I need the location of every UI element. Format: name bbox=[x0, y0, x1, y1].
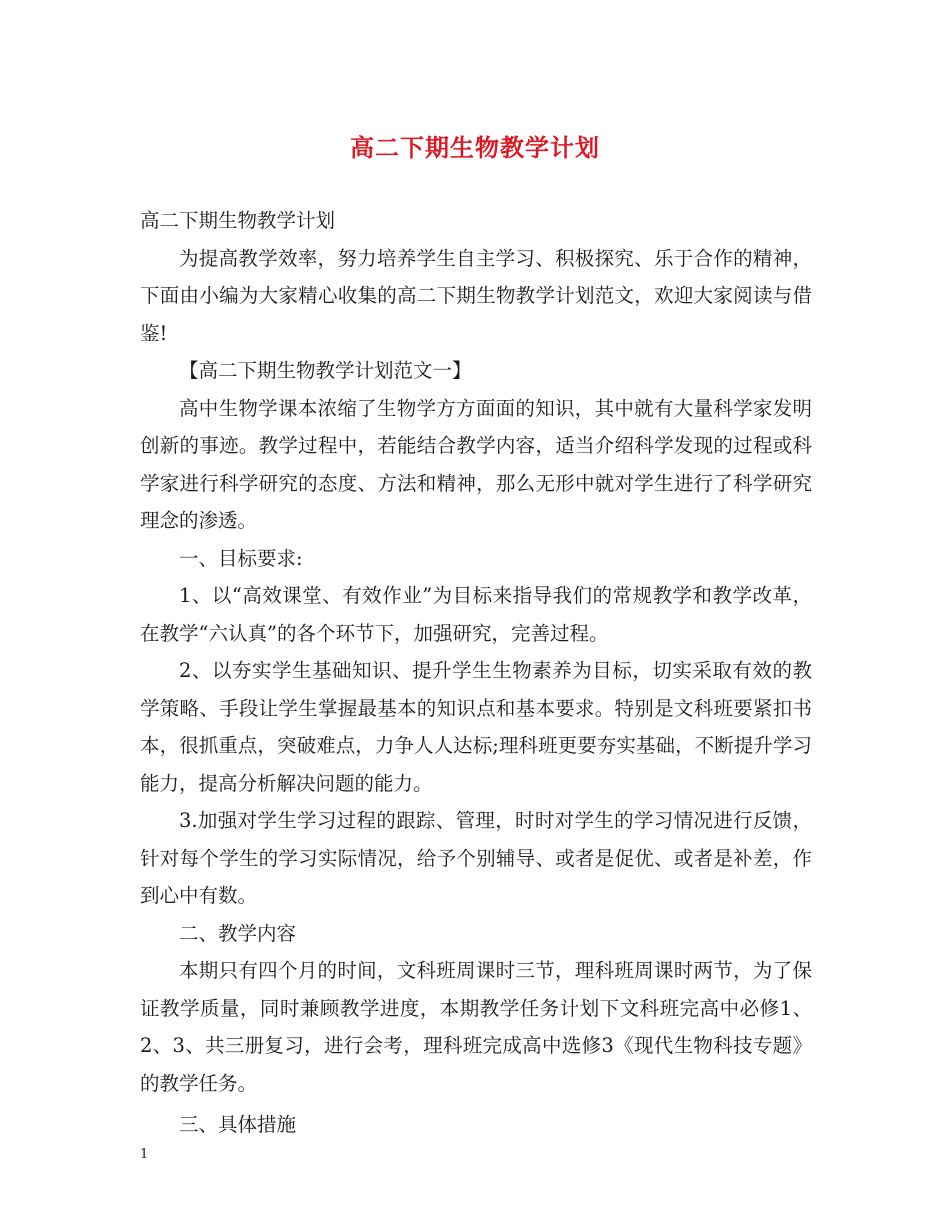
list-item: 2、以夯实学生基础知识、提升学生生物素养为目标，切实采取有效的教学策略、手段让学生掌握最基本的知识点和基本要求。特别是文科班要紧扣书本，很抓重点，突破难点，力争人人达标;理科班更要夯实基础，不断提升学习能力，提高分析解决问题的能力。 bbox=[140, 659, 812, 795]
page-number: 1 bbox=[140, 1147, 149, 1162]
section-label: 【高二下期生物教学计划范文一】 bbox=[179, 359, 472, 382]
body-paragraph: 本期只有四个月的时间，文科班周课时三节，理科班周课时两节，为了保证教学质量，同时兼顾教学进度，本期教学任务计划下文科班完高中必修1、2、3、共三册复习，进行会考，理科班完成高中选修3《现代生物科技专题》的教学任务。 bbox=[140, 959, 812, 1095]
section-heading-content: 二、教学内容 bbox=[179, 921, 297, 945]
section-heading-goals: 一、目标要求: bbox=[179, 546, 303, 570]
section-heading-measures: 三、具体措施 bbox=[179, 1113, 297, 1136]
document-title: 高二下期生物教学计划 bbox=[350, 133, 600, 162]
body-paragraph: 高中生物学课本浓缩了生物学方方面面的知识，其中就有大量科学家发明创新的事迹。教学过程中，若能结合教学内容，适当介绍科学发现的过程或科学家进行科学研究的态度、方法和精神，那么无形中就对学生进行了科学研究理念的渗透。 bbox=[140, 396, 812, 532]
body-heading: 高二下期生物教学计划 bbox=[140, 209, 336, 232]
list-item: 3.加强对学生学习过程的跟踪、管理，时时对学生的学习情况进行反馈，针对每个学生的学习实际情况，给予个别辅导、或者是促优、或者是补差，作到心中有数。 bbox=[140, 809, 812, 907]
list-item: 1、以“高效课堂、有效作业”为目标来指导我们的常规教学和教学改革，在教学“六认真”的各个环节下，加强研究，完善过程。 bbox=[140, 584, 812, 645]
document-body bbox=[140, 202, 812, 1144]
intro-paragraph: 为提高教学效率，努力培养学生自主学习、积极探究、乐于合作的精神，下面由小编为大家精心收集的高二下期生物教学计划范文，欢迎大家阅读与借鉴! bbox=[140, 246, 812, 345]
